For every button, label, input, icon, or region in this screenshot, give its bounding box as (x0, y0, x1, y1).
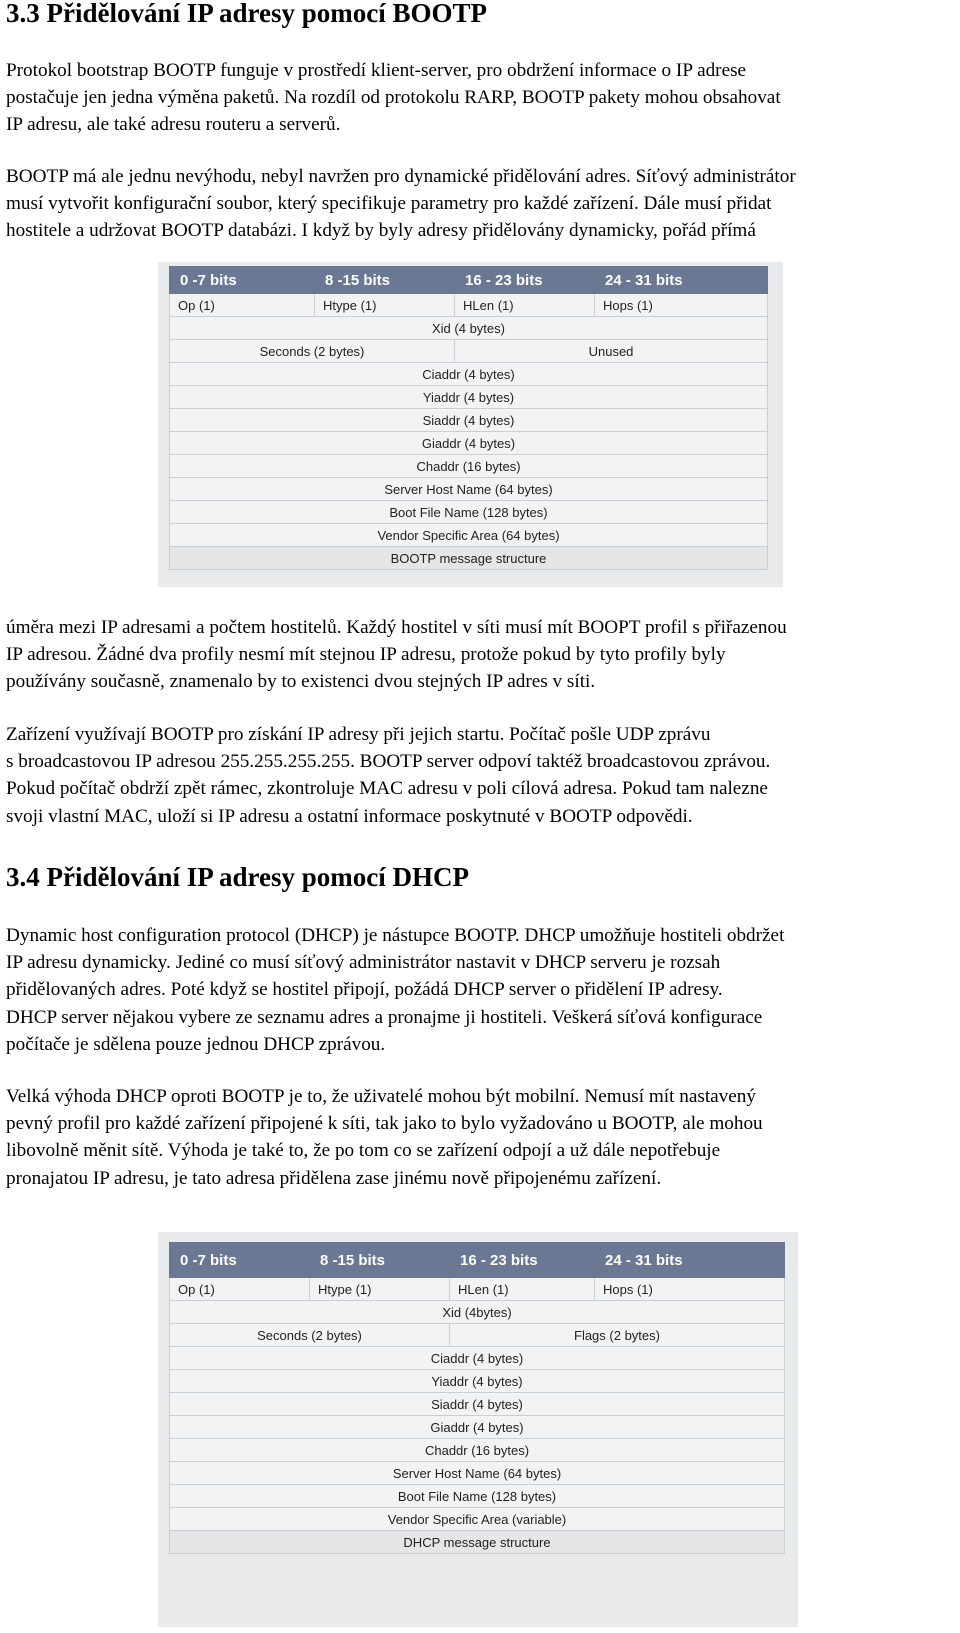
text-line: svoji vlastní MAC, uloží si IP adresu a ostatní informace poskytnuté v BOOTP odpovědi. (6, 805, 693, 827)
bit-range-header: 8 -15 bits (315, 267, 455, 294)
bit-range-header: 8 -15 bits (310, 1243, 450, 1278)
table-caption: BOOTP message structure (170, 547, 768, 570)
field-yiaddr: Yiaddr (4 bytes) (170, 1370, 785, 1393)
dhcp-message-structure-figure (158, 1232, 798, 1627)
field-vendor-specific-area: Vendor Specific Area (variable) (170, 1508, 785, 1531)
field-unused: Unused (455, 340, 768, 363)
bootp-message-structure-figure (158, 262, 783, 587)
field-hops: Hops (1) (595, 1278, 785, 1301)
bit-range-header: 0 -7 bits (170, 1243, 310, 1278)
field-server-host-name: Server Host Name (64 bytes) (170, 1462, 785, 1485)
bit-header-row (170, 1243, 785, 1278)
text-line: Velká výhoda DHCP oproti BOOTP je to, že uživatelé mohou být mobilní. Nemusí mít nastavený (6, 1086, 756, 1107)
paragraph-dhcp-intro (6, 922, 956, 1058)
field-ciaddr: Ciaddr (4 bytes) (170, 363, 768, 386)
field-siaddr: Siaddr (4 bytes) (170, 409, 768, 432)
text-line: postačuje jen jedna výměna paketů. Na rozdíl od protokolu RARP, BOOTP pakety mohou obsahovat (6, 87, 781, 109)
text-line: IP adresu dynamicky. Jediné co musí síťový administrátor nastavit v DHCP serveru je rozsah (6, 952, 721, 974)
field-ciaddr: Ciaddr (4 bytes) (170, 1347, 785, 1370)
bit-range-header: 24 - 31 bits (595, 267, 768, 294)
text-line: hostitele a udržovat BOOTP databázi. I když by byly adresy přidělovány dynamicky, pořád přímá (6, 220, 756, 242)
field-xid: Xid (4 bytes) (170, 317, 768, 340)
dhcp-message-table (169, 1242, 785, 1554)
field-hops: Hops (1) (595, 294, 768, 317)
field-giaddr: Giaddr (4 bytes) (170, 1416, 785, 1439)
bit-range-header: 0 -7 bits (170, 267, 315, 294)
byte-field-row (170, 294, 768, 317)
text-line: Dynamic host configuration protocol (DHCP) je nástupce BOOTP. DHCP umožňuje hostiteli obdržet (6, 925, 785, 946)
text-line: přidělovaných adres. Poté když se hostitel připojí, požádá DHCP server o přidělení IP adresy. (6, 979, 723, 1001)
field-vendor-specific-area: Vendor Specific Area (64 bytes) (170, 524, 768, 547)
field-siaddr: Siaddr (4 bytes) (170, 1393, 785, 1416)
text-line: Protokol bootstrap BOOTP funguje v prostředí klient-server, pro obdržení informace o IP adrese (6, 60, 747, 81)
field-seconds: Seconds (2 bytes) (170, 1324, 450, 1347)
field-op: Op (1) (170, 1278, 310, 1301)
field-boot-file-name: Boot File Name (128 bytes) (170, 501, 768, 524)
field-htype: Htype (1) (310, 1278, 450, 1301)
text-line: IP adresou. Žádné dva profily nesmí mít stejnou IP adresu, protože pokud by tyto profily byly (6, 644, 726, 666)
section-heading-bootp: 3.3 Přidělování IP adresy pomocí BOOTP (6, 0, 488, 28)
field-xid: Xid (4bytes) (170, 1301, 785, 1324)
field-flags: Flags (2 bytes) (450, 1324, 785, 1347)
field-yiaddr: Yiaddr (4 bytes) (170, 386, 768, 409)
field-htype: Htype (1) (315, 294, 455, 317)
text-line: počítače je sdělena pouze jednou DHCP zprávou. (6, 1033, 386, 1055)
field-hlen: HLen (1) (455, 294, 595, 317)
paragraph-bootp-startup (6, 721, 956, 830)
field-chaddr: Chaddr (16 bytes) (170, 1439, 785, 1462)
text-line: pronajatou IP adresu, je tato adresa přidělena zase jinému nově připojenému zařízení. (6, 1167, 662, 1189)
bit-header-row (170, 267, 768, 294)
field-boot-file-name: Boot File Name (128 bytes) (170, 1485, 785, 1508)
paragraph-bootp-intro (6, 57, 956, 139)
field-giaddr: Giaddr (4 bytes) (170, 432, 768, 455)
text-line: Pokud počítač obdrží zpět rámec, zkontroluje MAC adresu v poli cílová adresa. Pokud tam nalezne (6, 778, 768, 800)
bit-range-header: 16 - 23 bits (455, 267, 595, 294)
field-seconds: Seconds (2 bytes) (170, 340, 455, 363)
field-chaddr: Chaddr (16 bytes) (170, 455, 768, 478)
paragraph-bootp-profile (6, 614, 956, 696)
paragraph-dhcp-advantage (6, 1083, 956, 1192)
table-caption: DHCP message structure (170, 1531, 785, 1554)
bit-range-header: 16 - 23 bits (450, 1243, 595, 1278)
text-line: IP adresu, ale také adresu routeru a serverů. (6, 114, 341, 136)
text-line: libovolně měnit sítě. Výhoda je také to, že po tom co se zařízení odpojí a už dále nepotřebuje (6, 1140, 721, 1162)
text-line: BOOTP má ale jednu nevýhodu, nebyl navržen pro dynamické přidělování adres. Síťový administrátor (6, 166, 796, 187)
bootp-message-table (169, 266, 768, 570)
byte-field-row (170, 1278, 785, 1301)
paragraph-bootp-disadvantage (6, 163, 956, 245)
text-line: s broadcastovou IP adresou 255.255.255.255. BOOTP server odpoví taktéž broadcastovou zprávou. (6, 751, 771, 773)
text-line: DHCP server nějakou vybere ze seznamu adres a pronajme ji hostiteli. Veškerá síťová konfigurace (6, 1006, 763, 1028)
text-line: musí vytvořit konfigurační soubor, který specifikuje parametry pro každé zařízení. Dále musí přidat (6, 193, 772, 215)
section-heading-dhcp: 3.4 Přidělování IP adresy pomocí DHCP (6, 862, 469, 892)
field-op: Op (1) (170, 294, 315, 317)
text-line: používány současně, znamenalo by to existenci dvou stejných IP adres v síti. (6, 671, 596, 693)
field-hlen: HLen (1) (450, 1278, 595, 1301)
text-line: úměra mezi IP adresami a počtem hostitelů. Každý hostitel v síti musí mít BOOPT profil s přiřazenou (6, 617, 787, 638)
text-line: pevný profil pro každé zařízení připojené k síti, tak jako to bylo vyžadováno u BOOTP, ale mohou (6, 1113, 763, 1135)
bit-range-header: 24 - 31 bits (595, 1243, 785, 1278)
text-line: Zařízení využívají BOOTP pro získání IP adresy při jejich startu. Počítač pošle UDP zprávu (6, 724, 711, 745)
field-server-host-name: Server Host Name (64 bytes) (170, 478, 768, 501)
